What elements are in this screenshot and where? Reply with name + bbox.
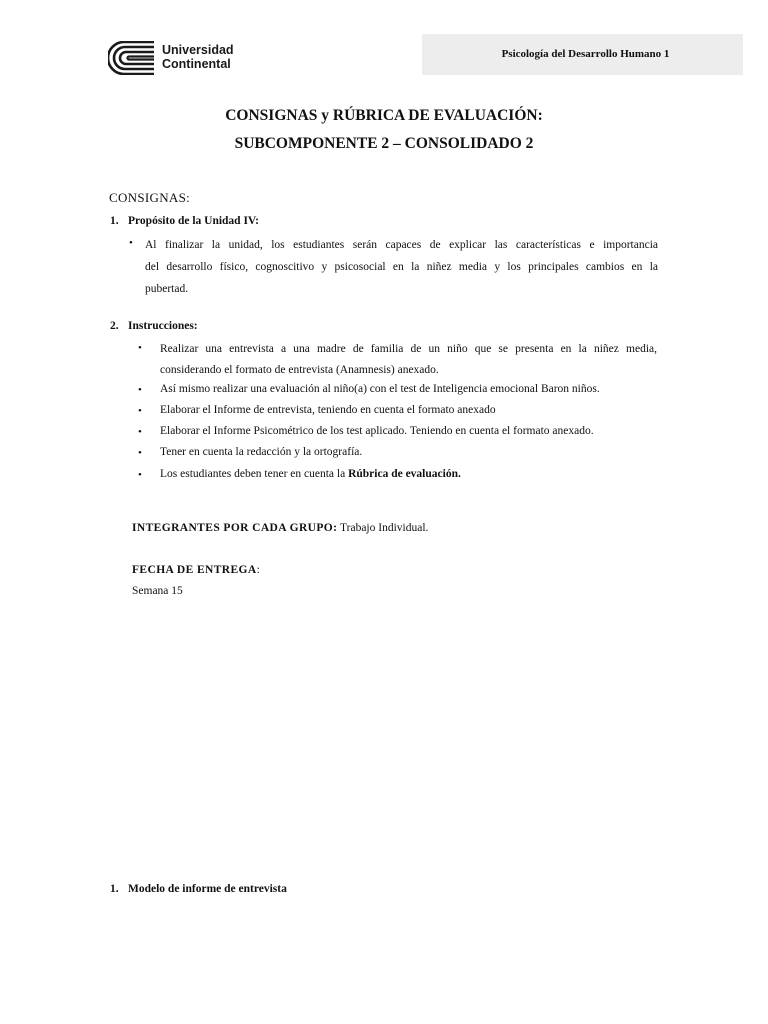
university-logo	[108, 41, 248, 77]
fecha-line	[132, 563, 260, 577]
section1-line: Al finalizar la unidad, los estudiantes serán capaces de explicar las características e importancia	[145, 239, 658, 251]
document-title: CONSIGNAS y RÚBRICA DE EVALUACIÓN:	[225, 107, 543, 124]
bullet-icon: •	[138, 426, 142, 438]
section2-number: 2.	[110, 320, 119, 332]
instruction-item-5: Tener en cuenta la redacción y la ortografía.	[160, 446, 363, 458]
integrantes-line	[132, 521, 428, 535]
bullet-icon: •	[129, 237, 133, 249]
modelo-title: Modelo de informe de entrevista	[128, 883, 287, 895]
document-subtitle: SUBCOMPONENTE 2 – CONSOLIDADO 2	[234, 135, 534, 152]
fecha-value: Semana 15	[132, 585, 183, 597]
section2-title: Instrucciones:	[128, 320, 198, 332]
instruction-item-3: Elaborar el Informe de entrevista, teniendo en cuenta el formato anexado	[160, 404, 496, 416]
integrantes-label: INTEGRANTES POR CADA GRUPO:	[132, 522, 338, 534]
instruction-item-6-text: Los estudiantes deben tener en cuenta la	[160, 468, 349, 480]
instruction-item-1-line1: Realizar una entrevista a una madre de familia de un niño que se presenta en la niñez media,	[160, 343, 657, 355]
course-header-box	[422, 34, 743, 75]
instruction-item-4: Elaborar el Informe Psicométrico de los test aplicado. Teniendo en cuenta el formato anexado.	[160, 425, 594, 437]
rubrica-reference: Rúbrica de evaluación.	[348, 468, 461, 480]
logo-text-line2: Continental	[162, 57, 231, 71]
instruction-item-1	[160, 339, 657, 381]
section1-line: del desarrollo físico, cognoscitivo y psicosocial en la niñez media y los principales cambios en la	[145, 261, 658, 273]
integrantes-value: Trabajo Individual.	[337, 522, 429, 534]
logo-text-line1: Universidad	[162, 43, 234, 57]
fecha-colon: :	[256, 564, 260, 576]
instruction-item-6	[160, 467, 461, 481]
university-name	[162, 43, 234, 71]
section1-paragraph	[145, 234, 658, 300]
modelo-number: 1.	[110, 883, 119, 895]
section1-line: pubertad.	[145, 283, 189, 295]
course-name: Psicología del Desarrollo Humano 1	[501, 48, 670, 60]
bullet-icon: •	[138, 405, 142, 417]
bullet-icon: •	[138, 384, 142, 396]
instruction-item-1-line2: considerando el formato de entrevista (Anamnesis) anexado.	[160, 364, 439, 376]
university-logo-icon	[108, 41, 156, 75]
bullet-icon: •	[138, 469, 142, 481]
bullet-icon: •	[138, 447, 142, 459]
fecha-label: FECHA DE ENTREGA	[132, 564, 257, 576]
section1-number: 1.	[110, 215, 119, 227]
section1-title: Propósito de la Unidad IV:	[128, 215, 260, 227]
instruction-item-2: Así mismo realizar una evaluación al niño(a) con el test de Inteligencia emocional Baron niños.	[160, 383, 600, 395]
bullet-icon: •	[138, 342, 142, 354]
consignas-heading: CONSIGNAS:	[109, 190, 191, 205]
